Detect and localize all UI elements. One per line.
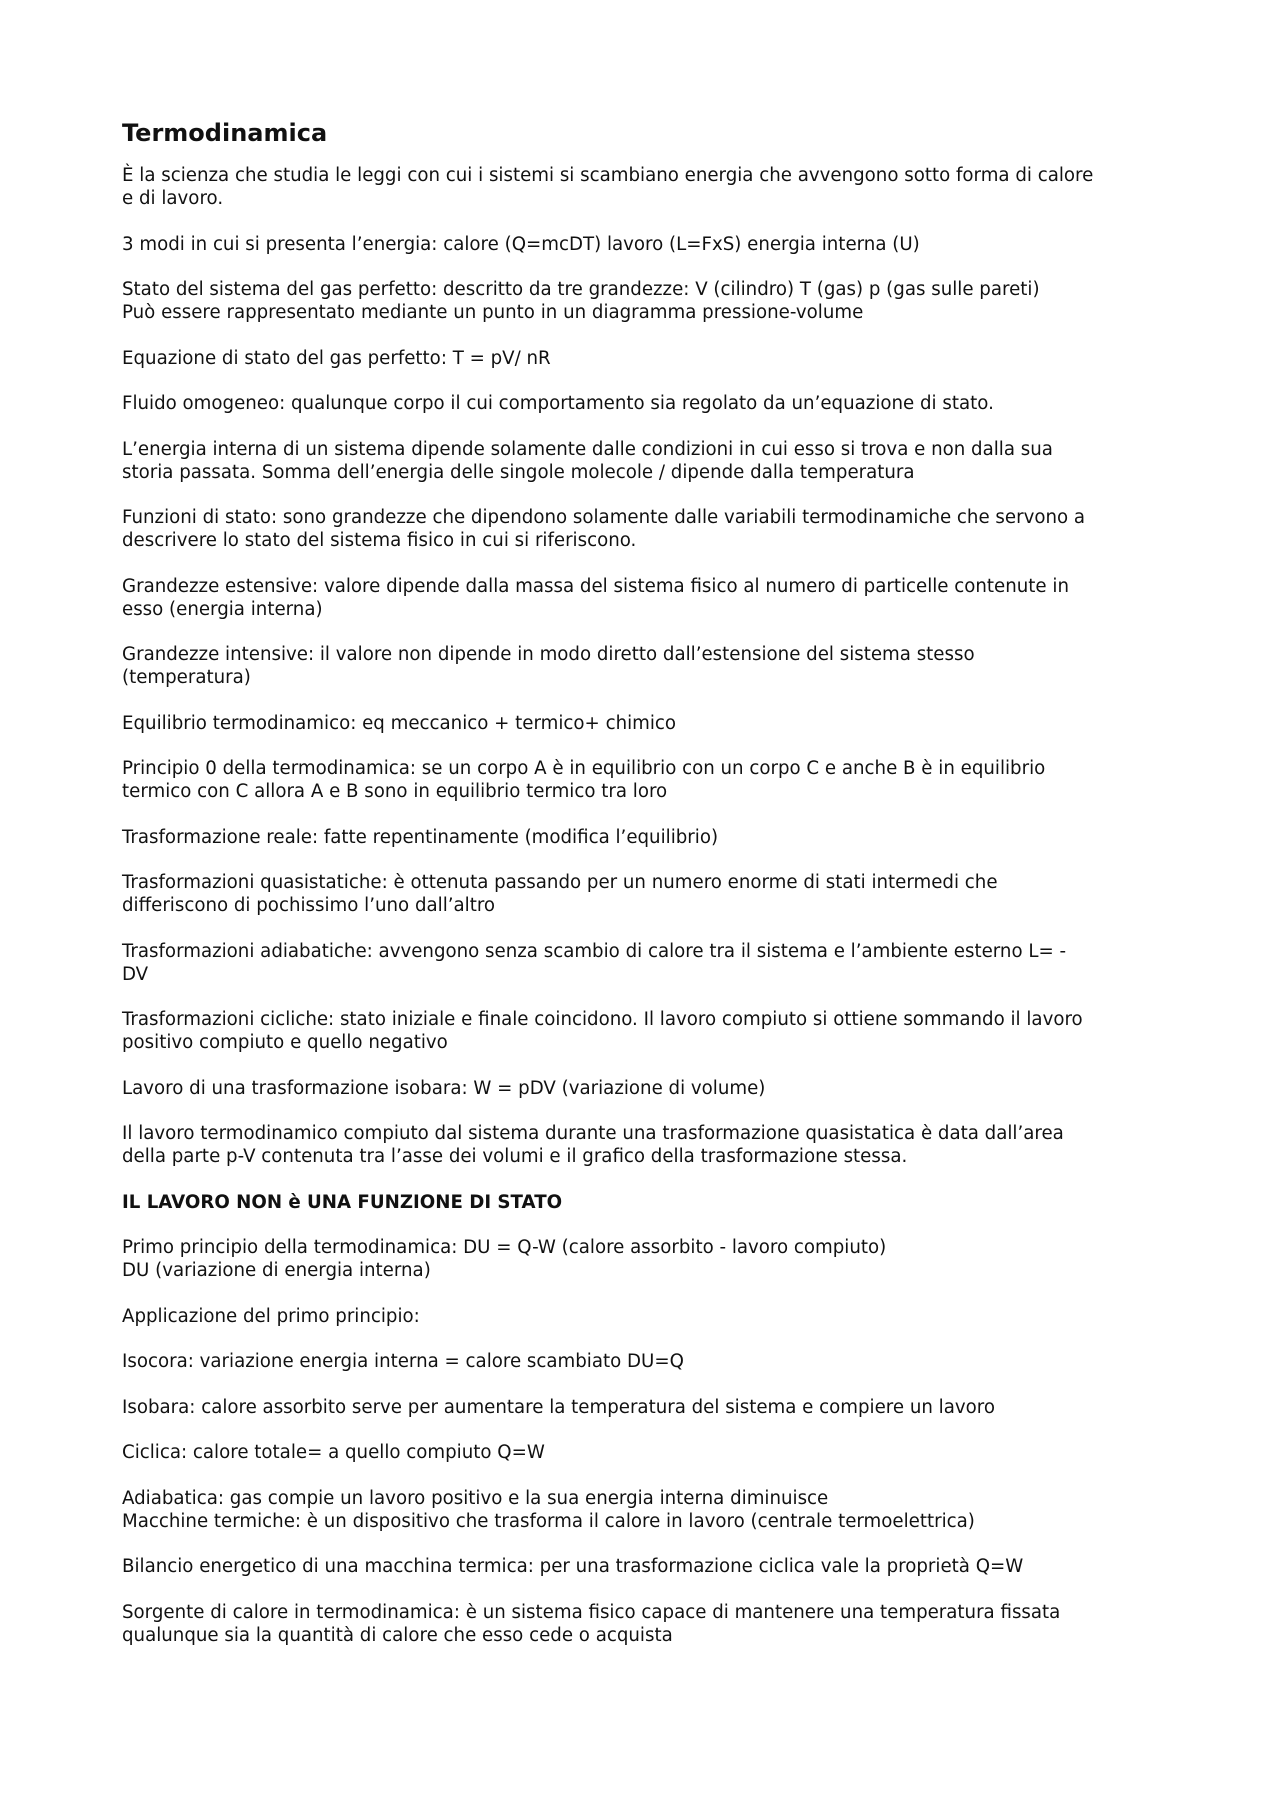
text-line: Trasformazioni adiabatiche: avvengono senza scambio di calore tra il sistema e l’ambiente esterno L= - [122, 940, 1067, 962]
text-line: L’energia interna di un sistema dipende solamente dalle condizioni in cui esso si trova e non dalla sua [122, 438, 1053, 460]
text-line: Grandezze intensive: il valore non dipende in modo diretto dall’estensione del sistema stesso [122, 644, 975, 665]
text-line: 3 modi in cui si presenta l’energia: calore (Q=mcDT) lavoro (L=FxS) energia interna (U) [122, 233, 920, 255]
text-line: Principio 0 della termodinamica: se un corpo A è in equilibrio con un corpo C e anche B è in equilibrio [122, 758, 1046, 779]
text-paragraph [122, 1601, 1182, 1647]
text-line: Isobara: calore assorbito serve per aumentare la temperatura del sistema e compiere un lavoro [122, 1396, 995, 1418]
text-paragraph [122, 940, 1182, 986]
text-line: Primo principio della termodinamica: DU = Q-W (calore assorbito - lavoro compiuto) [122, 1237, 887, 1258]
text-line: esso (energia interna) [122, 598, 323, 620]
text-line: descrivere lo stato del sistema fisico in cui si riferiscono. [122, 530, 637, 551]
text-line: Sorgente di calore in termodinamica: è un sistema fisico capace di mantenere una temperatura fissata [122, 1601, 1061, 1623]
text-paragraph [122, 826, 1182, 849]
text-paragraph [122, 278, 1182, 324]
text-line: storia passata. Somma dell’energia delle singole molecole / dipende dalla temperatura [122, 461, 915, 483]
text-line: della parte p-V contenuta tra l’asse dei volumi e il grafico della trasformazione stessa. [122, 1146, 908, 1167]
text-line: Trasformazione reale: fatte repentinamente (modifica l’equilibrio) [122, 826, 719, 848]
text-line: IL LAVORO NON è UNA FUNZIONE DI STATO [122, 1191, 563, 1213]
text-paragraph [122, 757, 1182, 803]
text-paragraph [122, 712, 1182, 735]
text-line: Stato del sistema del gas perfetto: descritto da tre grandezze: V (cilindro) T (gas) p (gas sulle pareti) [122, 279, 1040, 300]
text-line: DV [122, 963, 149, 985]
text-line: Adiabatica: gas compie un lavoro positivo e la sua energia interna diminuisce [122, 1487, 829, 1509]
bold-statement-paragraph [122, 1191, 1182, 1214]
text-paragraph [122, 1396, 1182, 1419]
document-body [122, 164, 1182, 1647]
text-line: Lavoro di una trasformazione isobara: W = pDV (variazione di volume) [122, 1077, 766, 1099]
text-line: Equazione di stato del gas perfetto: T = pV/ nR [122, 347, 551, 369]
text-paragraph [122, 1008, 1182, 1054]
text-line: e di lavoro. [122, 188, 224, 209]
text-paragraph [122, 233, 1182, 256]
text-line: Può essere rappresentato mediante un punto in un diagramma pressione-volume [122, 302, 864, 323]
text-line: qualunque sia la quantità di calore che esso cede o acquista [122, 1624, 673, 1646]
text-paragraph [122, 164, 1182, 210]
text-line: Macchine termiche: è un dispositivo che trasforma il calore in lavoro (centrale termoelettrica) [122, 1510, 975, 1532]
text-paragraph [122, 506, 1182, 552]
document-page [122, 118, 1182, 1669]
text-paragraph [122, 575, 1182, 621]
text-line: Il lavoro termodinamico compiuto dal sistema durante una trasformazione quasistatica è data dall’area [122, 1123, 1064, 1144]
text-line: (temperatura) [122, 667, 251, 688]
text-paragraph [122, 347, 1182, 370]
text-paragraph [122, 392, 1182, 415]
text-line: Trasformazioni cicliche: stato iniziale e finale coincidono. Il lavoro compiuto si ottiene sommando il lavoro [122, 1009, 1083, 1030]
text-line: Ciclica: calore totale= a quello compiuto Q=W [122, 1442, 545, 1463]
text-line: Isocora: variazione energia interna = calore scambiato DU=Q [122, 1351, 684, 1372]
document-title: Termodinamica [122, 119, 328, 147]
text-line: È la scienza che studia le leggi con cui i sistemi si scambiano energia che avvengono sotto forma di calore [122, 165, 1094, 186]
text-line: termico con C allora A e B sono in equilibrio termico tra loro [122, 781, 668, 802]
text-line: Equilibrio termodinamico: eq meccanico + termico+ chimico [122, 712, 677, 734]
text-line: Fluido omogeneo: qualunque corpo il cui comportamento sia regolato da un’equazione di stato. [122, 393, 994, 414]
text-paragraph [122, 1555, 1182, 1578]
text-paragraph [122, 1487, 1182, 1533]
text-line: Bilancio energetico di una macchina termica: per una trasformazione ciclica vale la proprietà Q=W [122, 1556, 1024, 1577]
text-paragraph [122, 643, 1182, 689]
text-paragraph [122, 1122, 1182, 1168]
text-paragraph [122, 438, 1182, 484]
text-paragraph [122, 1236, 1182, 1282]
text-line: DU (variazione di energia interna) [122, 1260, 431, 1281]
text-line: positivo compiuto e quello negativo [122, 1032, 448, 1053]
text-paragraph [122, 1350, 1182, 1373]
text-line: Funzioni di stato: sono grandezze che dipendono solamente dalle variabili termodinamiche che servono a [122, 507, 1086, 528]
text-line: Grandezze estensive: valore dipende dalla massa del sistema fisico al numero di particelle contenute in [122, 575, 1069, 597]
text-line: differiscono di pochissimo l’uno dall’altro [122, 895, 496, 916]
text-paragraph [122, 1441, 1182, 1464]
text-paragraph [122, 1305, 1182, 1328]
text-line: Applicazione del primo principio: [122, 1305, 420, 1327]
text-line: Trasformazioni quasistatiche: è ottenuta passando per un numero enorme di stati intermedi che [122, 872, 998, 893]
text-paragraph [122, 871, 1182, 917]
text-paragraph [122, 1077, 1182, 1100]
